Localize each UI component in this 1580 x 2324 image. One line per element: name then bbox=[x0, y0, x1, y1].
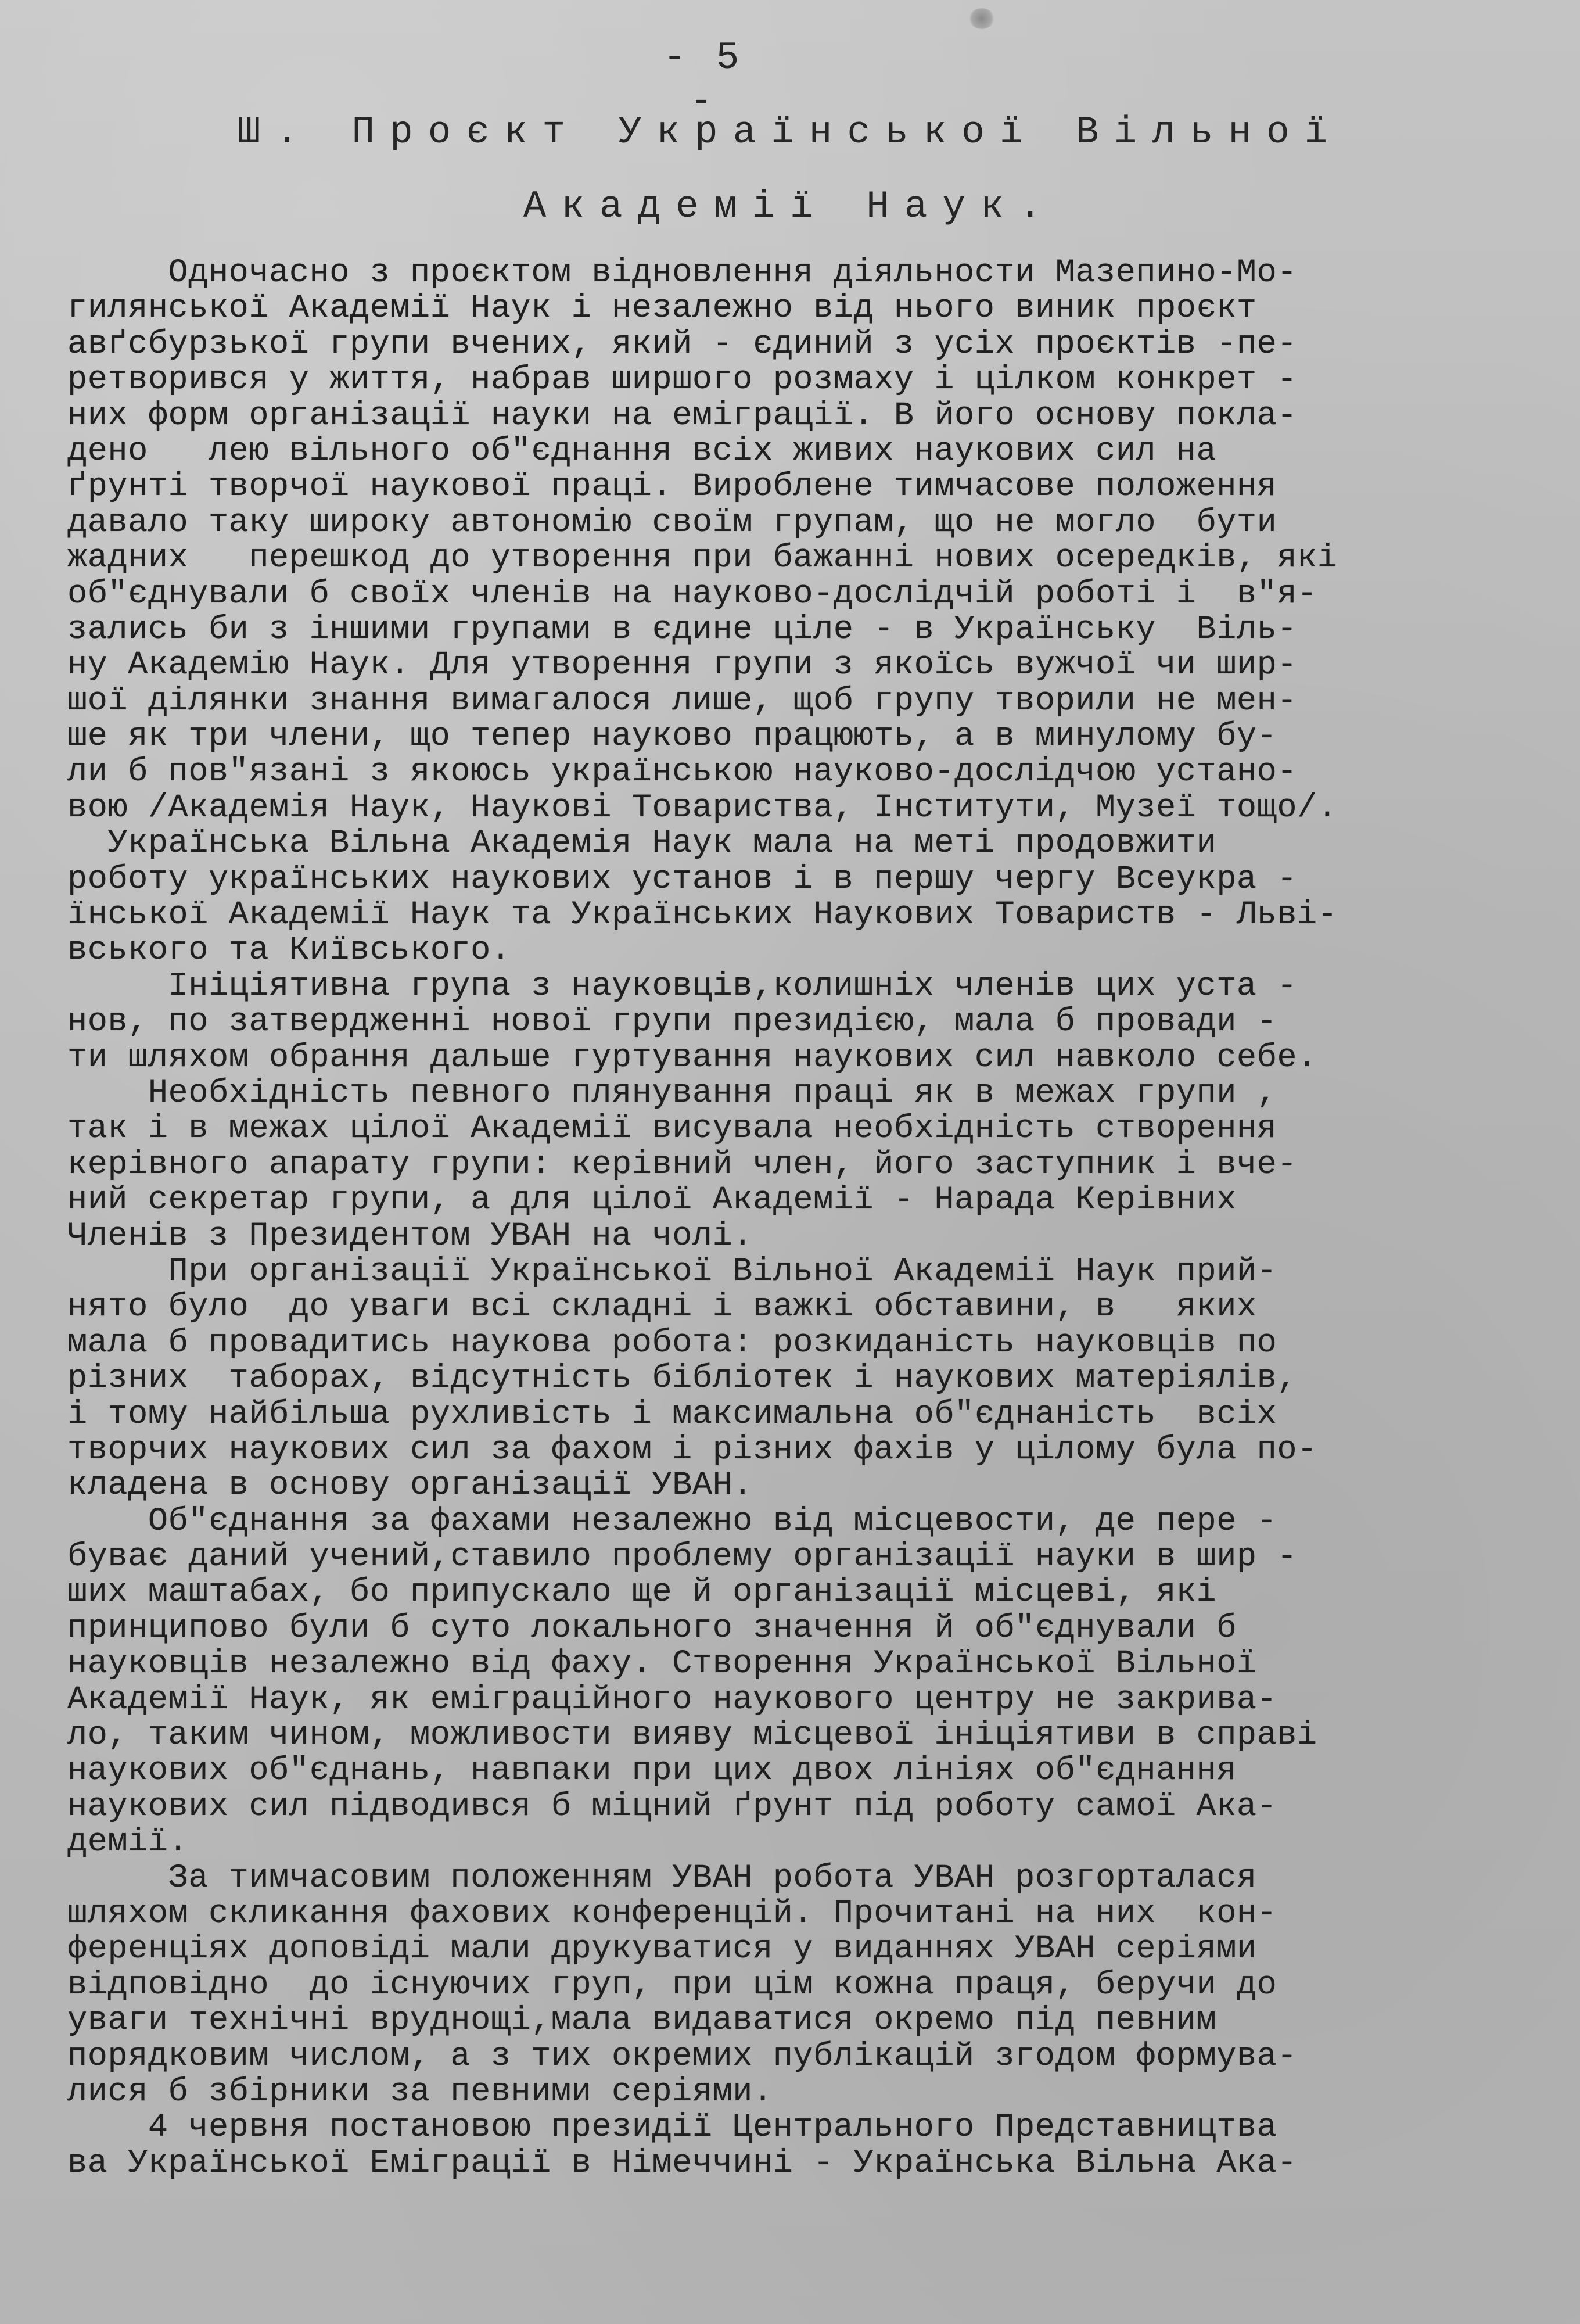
text-line: нято було до уваги всі складні і важкі обставини, в яких bbox=[67, 1289, 1257, 1326]
text-line: ний секретар групи, а для цілої Академії - Нарада Керівних bbox=[67, 1182, 1237, 1220]
text-line: їнської Академії Наук та Українських Наукових Товариств - Льві- bbox=[67, 896, 1338, 934]
text-line: вського та Київського. bbox=[67, 932, 511, 970]
text-line: давало таку широку автономію своїм групам, що не могло бути bbox=[67, 504, 1277, 541]
text-line: Одночасно з проєктом відновлення діяльности Мазепино-Мо- bbox=[67, 254, 1298, 292]
text-line: Об"єднання за фахами незалежно від місцевости, де пере - bbox=[67, 1502, 1277, 1540]
text-line: 4 червня постановою президії Центрального Представництва bbox=[67, 2109, 1277, 2147]
text-line: наукових об"єднань, навпаки при цих двох лініях об"єднання bbox=[67, 1752, 1237, 1790]
text-line: шляхом скликання фахових конференцій. Прочитані на них кон- bbox=[67, 1895, 1277, 1932]
text-line: буває даний учений,ставило проблему організації науки в шир - bbox=[67, 1538, 1298, 1576]
text-line: ва Української Еміграції в Німеччині - Українська Вільна Ака- bbox=[67, 2144, 1298, 2182]
text-line: шої ділянки знання вимагалося лише, щоб групу творили не мен- bbox=[67, 682, 1298, 720]
text-line: так і в межах цілої Академії висувала необхідність створення bbox=[67, 1110, 1277, 1148]
text-line: ло, таким чином, можливости вияву місцевої ініціятиви в справі bbox=[67, 1717, 1317, 1755]
text-line: ших маштабах, бо припускало ще й організації місцеві, які bbox=[67, 1574, 1217, 1612]
text-line: різних таборах, відсутність бібліотек і наукових матеріялів, bbox=[67, 1360, 1298, 1398]
text-line: Українська Вільна Академія Наук мала на меті продовжити bbox=[67, 825, 1217, 863]
text-line: уваги технічні вруднощі,мала видаватися окремо під певним bbox=[67, 2002, 1217, 2040]
text-line: ретворився у життя, набрав ширшого розмаху і цілком конкрет - bbox=[67, 361, 1298, 399]
text-line: відповідно до існуючих груп, при цім кожна праця, беручи до bbox=[67, 1966, 1277, 2004]
section-title-line-1: Ш. Проєкт Української Вільної bbox=[237, 110, 1343, 154]
text-line: ну Академію Наук. Для утворення групи з якоїсь вужчої чи шир- bbox=[67, 647, 1298, 684]
text-line: ти шляхом обрання дальше гуртування наукових сил навколо себе. bbox=[67, 1039, 1317, 1077]
text-line: Членів з Президентом УВАН на чолі. bbox=[67, 1217, 753, 1255]
text-line: авґсбурзької групи вчених, який - єдиний з усіх проєктів -пе- bbox=[67, 325, 1298, 363]
text-line: При організації Української Вільної Академії Наук прий- bbox=[67, 1253, 1277, 1290]
text-line: вою /Академія Наук, Наукові Товариства, Інститути, Музеї тощо/. bbox=[67, 789, 1338, 827]
text-line: керівного апарату групи: керівний член, його заступник і вче- bbox=[67, 1146, 1298, 1183]
text-line: Академії Наук, як еміграційного наукового центру не закрива- bbox=[67, 1681, 1277, 1719]
page-number: - 5 - bbox=[663, 36, 743, 123]
text-line: творчих наукових сил за фахом і різних фахів у цілому була по- bbox=[67, 1431, 1317, 1469]
text-line: роботу українських наукових установ і в першу чергу Всеукра - bbox=[67, 860, 1298, 898]
text-line: них форм організації науки на еміграції. В його основу покла- bbox=[67, 397, 1298, 435]
body-text bbox=[67, 256, 1531, 2182]
text-line: ше як три члени, що тепер науково працюють, а в минулому бу- bbox=[67, 718, 1277, 756]
text-line: об"єднували б своїх членів на науково-дослідчій роботі і в"я- bbox=[67, 575, 1317, 613]
text-line: принципово були б суто локального значення й об"єднували б bbox=[67, 1609, 1237, 1647]
text-line: нов, по затвердженні нової групи президією, мала б провади - bbox=[67, 1003, 1277, 1041]
text-line: ґрунті творчої наукової праці. Вироблене тимчасове положення bbox=[67, 468, 1277, 506]
text-line: лися б збірники за певними серіями. bbox=[67, 2073, 773, 2111]
text-line: зались би з іншими групами в єдине ціле - в Українську Віль- bbox=[67, 611, 1298, 648]
text-line: кладена в основу організації УВАН. bbox=[67, 1467, 753, 1505]
text-line: дено лею вільного об"єднання всіх живих наукових сил на bbox=[67, 432, 1217, 470]
text-line: і тому найбільша рухливість і максимальна об"єднаність всіх bbox=[67, 1396, 1277, 1433]
text-line: ли б пов"язані з якоюсь українською науково-дослідчою устано- bbox=[67, 754, 1298, 791]
text-line: наукових сил підводився б міцний ґрунт під роботу самої Ака- bbox=[67, 1788, 1277, 1826]
text-line: гилянської Академії Наук і незалежно від нього виник проєкт bbox=[67, 290, 1257, 328]
text-line: порядковим числом, а з тих окремих публікацій згодом формува- bbox=[67, 2038, 1298, 2075]
text-line: За тимчасовим положенням УВАН робота УВАН розгорталася bbox=[67, 1859, 1257, 1897]
text-line: мала б провадитись наукова робота: розкиданість науковців по bbox=[67, 1324, 1277, 1362]
text-line: ференціях доповіді мали друкуватися у виданнях УВАН серіями bbox=[67, 1931, 1257, 1968]
text-line: Ініціятивна група з науковців,колишніх членів цих уста - bbox=[67, 967, 1298, 1005]
text-line: науковців незалежно від фаху. Створення Української Вільної bbox=[67, 1645, 1257, 1683]
text-line: жадних перешкод до утворення при бажанні нових осередків, які bbox=[67, 540, 1338, 578]
punch-hole-mark bbox=[969, 8, 994, 29]
section-title-line-2: Академії Наук. bbox=[523, 185, 1057, 228]
text-line: Необхідність певного плянування праці як в межах групи , bbox=[67, 1074, 1277, 1112]
text-line: демії. bbox=[67, 1824, 189, 1862]
